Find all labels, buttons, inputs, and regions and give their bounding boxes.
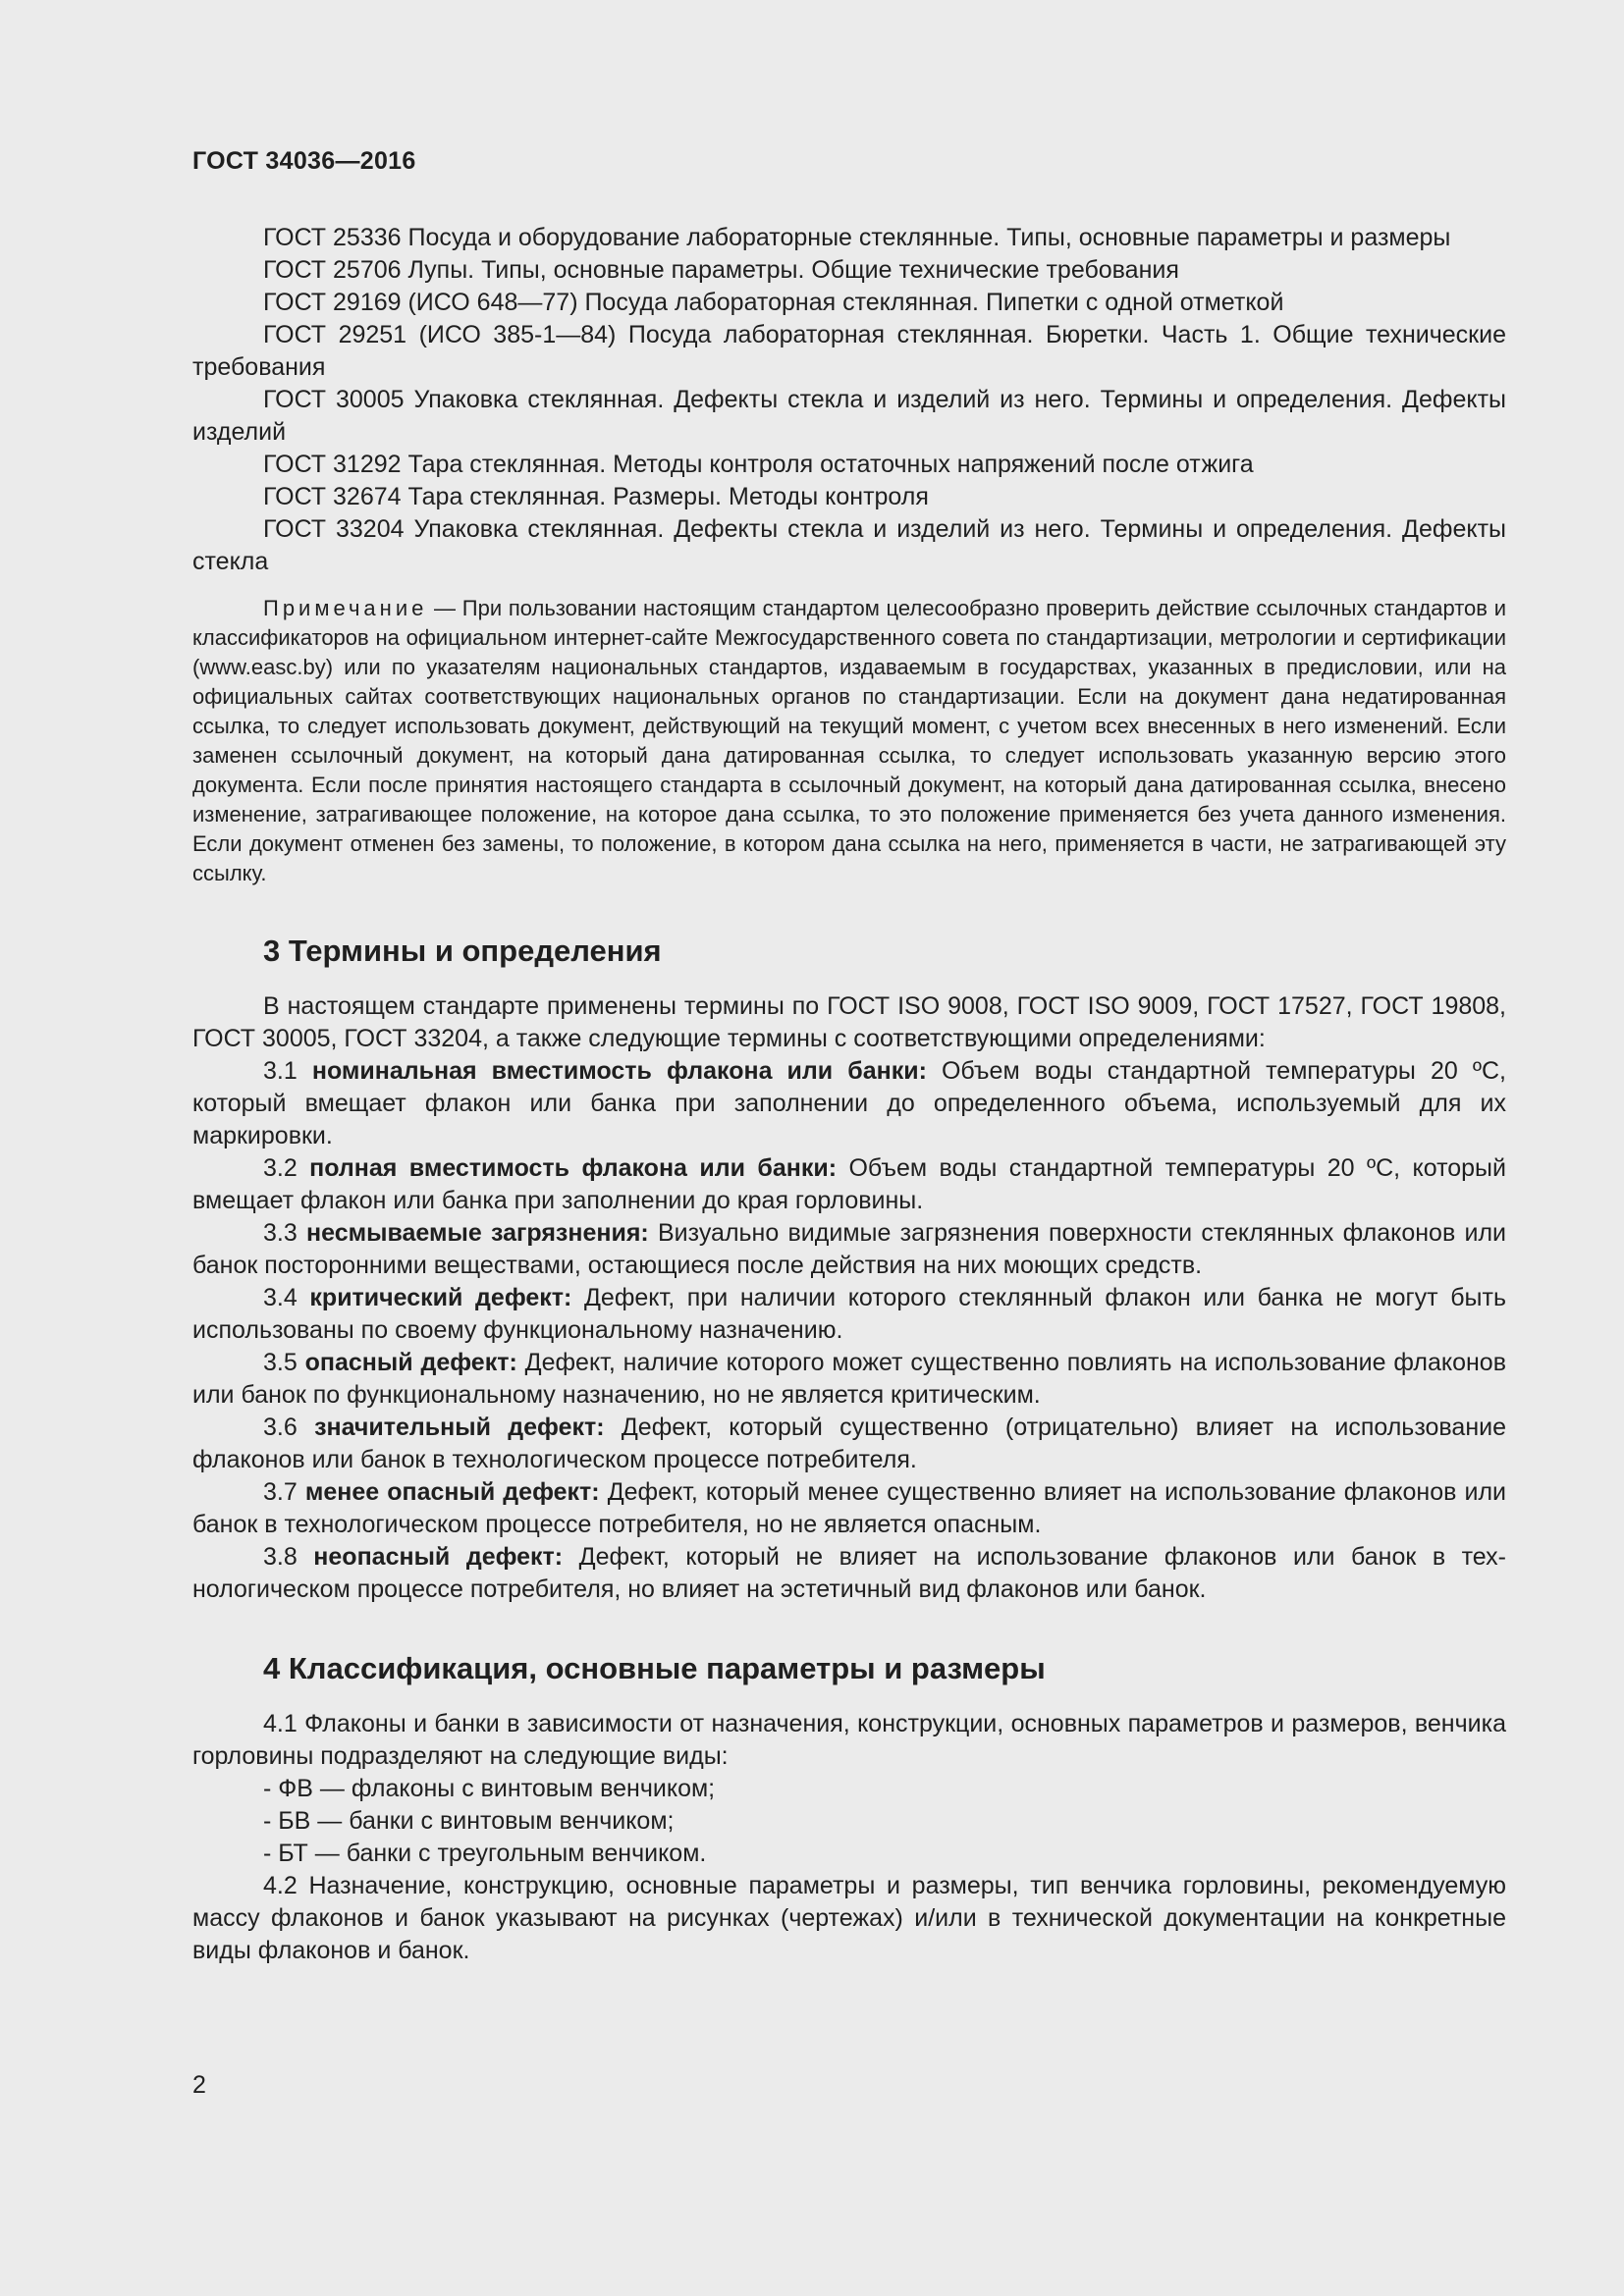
term-definition	[192, 1055, 1506, 1152]
term-definition	[192, 1412, 1506, 1476]
term-definition	[192, 1476, 1506, 1541]
term-number: 3.8	[263, 1543, 298, 1571]
term-text: Дефект, который менее существенно влияет на использование флаконов или банок в технологическом процессе потребителя, но не является опасным.	[192, 1478, 1506, 1538]
term-number: 3.5	[263, 1349, 298, 1376]
document-body	[192, 222, 1506, 1967]
term-definition	[192, 1282, 1506, 1347]
term-name: критический дефект:	[309, 1284, 572, 1311]
term-number: 3.6	[263, 1414, 298, 1441]
section-4-title: 4 Классификация, основные параметры и размеры	[263, 1651, 1046, 1685]
term-number: 3.7	[263, 1478, 298, 1506]
term-text: Объем воды стандартной температуры 20 ºС, который вмещает флакон или банка при заполнении до определенного объема, используемый для их маркировки.	[192, 1057, 1506, 1149]
note-label: Примечание	[263, 596, 428, 620]
term-name: менее опасный дефект:	[304, 1478, 600, 1506]
term-text: Дефект, наличие которого может существенно повлиять на использование флаконов или банок по функциональному назначению, но не является критическим.	[192, 1349, 1506, 1409]
term-definition	[192, 1152, 1506, 1217]
term-text: Дефект, при наличии которого стеклянный флакон или банка не могут быть использованы по своему функциональному назначению.	[192, 1284, 1506, 1344]
term-name: неопасный дефект:	[313, 1543, 564, 1571]
reference-item: ГОСТ 31292 Тара стеклянная. Методы контроля остаточных напряжений после отжига	[263, 451, 1254, 478]
reference-item: ГОСТ 25336 Посуда и оборудование лабораторные стеклянные. Типы, основные параметры и размеры	[263, 224, 1451, 251]
term-name: опасный дефект:	[304, 1349, 517, 1376]
term-text: Дефект, который не влияет на использование флаконов или банок в технологическом процессе потребителя, но влияет на эстетичный вид флаконов или банок.	[192, 1543, 1506, 1603]
reference-item: ГОСТ 29251 (ИСО 385-1—84) Посуда лабораторная стеклянная. Бюретки. Часть 1. Общие технические требования	[192, 321, 1506, 381]
list-item: - БВ — банки с винтовым венчиком;	[263, 1807, 675, 1835]
reference-item: ГОСТ 30005 Упаковка стеклянная. Дефекты стекла и изделий из него. Термины и определения. Дефекты изделий	[192, 386, 1506, 446]
list-item: - БТ — банки с треугольным венчиком.	[263, 1840, 707, 1867]
term-name: несмываемые загрязнения:	[306, 1219, 649, 1247]
reference-list	[192, 222, 1506, 578]
reference-item: ГОСТ 29169 (ИСО 648—77) Посуда лабораторная стеклянная. Пипетки с одной отметкой	[263, 289, 1284, 316]
section-3-title: 3 Термины и определения	[263, 934, 662, 968]
reference-item: ГОСТ 32674 Тара стеклянная. Размеры. Методы контроля	[263, 483, 929, 510]
term-name: номинальная вместимость флакона или банки:	[311, 1057, 927, 1085]
term-number: 3.4	[263, 1284, 298, 1311]
document-header: ГОСТ 34036—2016	[192, 147, 416, 175]
section-4-paragraph-1: 4.1 Флаконы и банки в зависимости от назначения, конструкции, основных параметров и размеров, венчика горловины подразделяют на следующие виды:	[192, 1710, 1506, 1770]
section-3-intro: В настоящем стандарте применены термины по ГОСТ ISO 9008, ГОСТ ISO 9009, ГОСТ 17527, ГОСТ 19808, ГОСТ 30005, ГОСТ 33204, а также следующие термины с соответствующими определениями:	[192, 992, 1506, 1052]
term-text: Объем воды стандартной температуры 20 ºС, который вмещает флакон или банка при заполнении до края горловины.	[192, 1154, 1506, 1214]
term-number: 3.1	[263, 1057, 298, 1085]
section-4-paragraph-2: 4.2 Назначение, конструкцию, основные параметры и размеры, тип венчика горловины, рекомендуемую массу флаконов и банок указывают на рисунках (чертежах) и/или в технической документации на конкретные виды флаконов и банок.	[192, 1872, 1506, 1964]
term-text: Визуально видимые загрязнения поверхности стеклянных флаконов или банок посторонними веществами, остающиеся после действия на них моющих средств.	[192, 1219, 1507, 1279]
note-text: — При пользовании настоящим стандартом целесообразно проверить действие ссылочных стандартов и классификаторов на официальном интернет-сайте Межгосударственного совета по стандартизации, метрологии и сертификации (www.easc.by) или по указателям национальных стандартов, издаваемым в государствах, указанных в предисловии, или на официальных сайтах соответствующих национальных органов по стандартизации. Если на документ дана недатированная ссылка, то следует использовать документ, действующий на текущий момент, с учетом всех внесенных в него изменений. Если заменен ссылочный документ, на который дана датированная ссылка, то следует использовать указанную версию этого документа. Если после принятия настоящего стандарта в ссылочный документ, на который дана датированная ссылка, внесено изменение, затрагивающее положение, на которое дана ссылка, то это положение применяется без учета данного изменения. Если документ отменен без замены, то положение, в котором дана ссылка на него, применяется в части, не затрагивающей эту ссылку.	[192, 596, 1506, 885]
term-number: 3.2	[263, 1154, 298, 1182]
term-name: полная вместимость флакона или банки:	[309, 1154, 838, 1182]
note-paragraph	[192, 594, 1506, 888]
term-definition	[192, 1347, 1506, 1412]
term-number: 3.3	[263, 1219, 298, 1247]
list-item: - ФВ — флаконы с винтовым венчиком;	[263, 1775, 716, 1802]
term-definition	[192, 1541, 1506, 1606]
reference-item: ГОСТ 33204 Упаковка стеклянная. Дефекты стекла и изделий из него. Термины и определения. Дефекты стекла	[192, 515, 1506, 575]
reference-item: ГОСТ 25706 Лупы. Типы, основные параметры. Общие технические требования	[263, 256, 1179, 284]
term-definition	[192, 1217, 1506, 1282]
term-text: Дефект, который существенно (отрицательно) влияет на использование флаконов или банок в технологическом процессе потребителя.	[192, 1414, 1507, 1473]
page-number: 2	[192, 2071, 206, 2099]
term-name: значительный дефект:	[314, 1414, 605, 1441]
